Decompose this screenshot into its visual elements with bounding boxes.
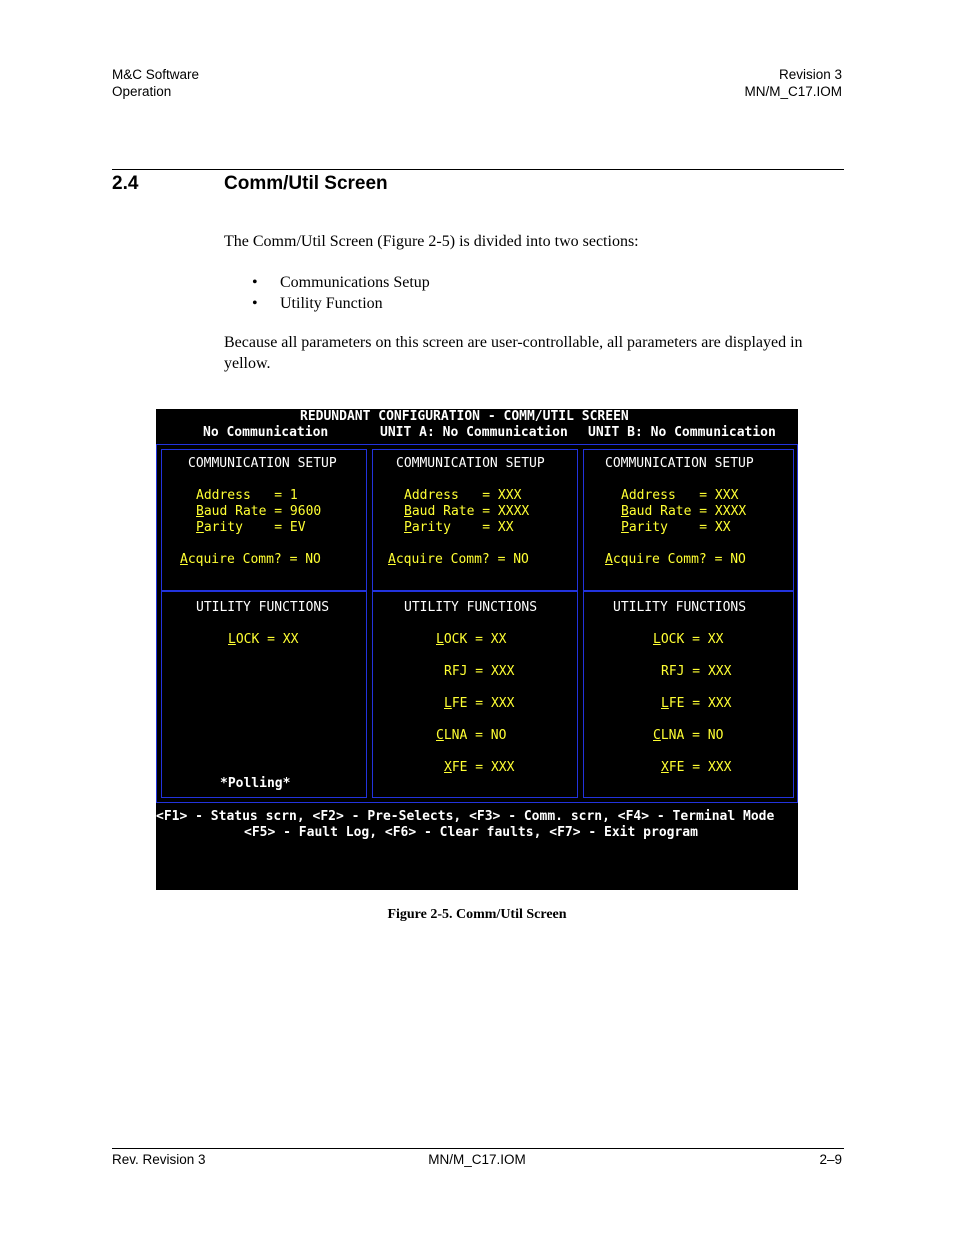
parity-field[interactable]: Parity = XX — [621, 520, 731, 535]
figure-caption: Figure 2-5. Comm/Util Screen — [387, 907, 567, 922]
footer-revision: Rev. Revision 3 — [112, 1152, 206, 1167]
acquire-comm-field[interactable]: Acquire Comm? = NO — [180, 552, 321, 567]
function-key-line-2: <F5> - Fault Log, <F6> - Clear faults, <F7> - Exit program — [244, 825, 698, 840]
lock-field[interactable]: LOCK = XX — [653, 632, 724, 647]
terminal-title: REDUNDANT CONFIGURATION - COMM/UTIL SCREEN — [300, 409, 629, 424]
section-title: Comm/Util Screen — [224, 173, 388, 194]
comm-setup-panel — [161, 449, 367, 591]
utility-heading: UTILITY FUNCTIONS — [196, 600, 330, 615]
header-left — [112, 66, 199, 100]
header-rule — [112, 169, 844, 170]
clna-field[interactable]: CLNA = NO — [653, 728, 724, 743]
lock-field[interactable]: LOCK = XX — [436, 632, 507, 647]
lfe-field[interactable]: LFE = XXX — [661, 696, 732, 711]
bullet-list — [252, 272, 430, 314]
bullet-text: Communications Setup — [280, 274, 430, 291]
terminal-grid — [156, 444, 798, 803]
parity-field[interactable]: Parity = EV — [196, 520, 306, 535]
header-revision: Revision 3 — [778, 67, 842, 82]
baud-rate-field[interactable]: Baud Rate = 9600 — [196, 504, 322, 519]
utility-heading: UTILITY FUNCTIONS — [404, 600, 538, 615]
clna-field[interactable]: CLNA = NO — [436, 728, 507, 743]
section-number: 2.4 — [112, 173, 139, 194]
parameters-paragraph: Because all parameters on this screen are user-controllable, all parameters are displayed in yellow. — [224, 334, 803, 372]
bullet-item — [252, 293, 430, 314]
header-chapter: M&C Software — [112, 67, 200, 82]
footer-doc-number: MN/M_C17.IOM — [428, 1152, 526, 1167]
polling-indicator: *Polling* — [220, 776, 291, 791]
header-doc-number: MN/M_C17.IOM — [744, 84, 842, 99]
footer-rule — [112, 1148, 844, 1149]
header-subchapter: Operation — [112, 84, 172, 99]
bullet-dot: • — [252, 295, 258, 312]
comm-heading: COMMUNICATION SETUP — [396, 456, 545, 471]
baud-rate-field[interactable]: Baud Rate = XXXX — [404, 504, 530, 519]
comm-heading: COMMUNICATION SETUP — [605, 456, 754, 471]
bullet-text: Utility Function — [280, 295, 383, 312]
comm-setup-panel — [372, 449, 578, 591]
header-right — [744, 66, 842, 100]
parity-field[interactable]: Parity = XX — [404, 520, 514, 535]
lfe-field[interactable]: LFE = XXX — [444, 696, 515, 711]
utility-heading: UTILITY FUNCTIONS — [613, 600, 747, 615]
status-unit-b: UNIT B: No Communication — [588, 425, 776, 440]
bullet-item — [252, 272, 430, 293]
lock-field[interactable]: LOCK = XX — [228, 632, 299, 647]
address-field[interactable]: Address = 1 — [196, 488, 298, 503]
rfj-field[interactable]: RFJ = XXX — [444, 664, 515, 679]
footer-page-number: 2–9 — [819, 1152, 842, 1167]
utility-functions-panel — [583, 591, 794, 798]
rfj-field[interactable]: RFJ = XXX — [661, 664, 732, 679]
status-unit-a: UNIT A: No Communication — [380, 425, 568, 440]
acquire-comm-field[interactable]: Acquire Comm? = NO — [605, 552, 746, 567]
baud-rate-field[interactable]: Baud Rate = XXXX — [621, 504, 747, 519]
acquire-comm-field[interactable]: Acquire Comm? = NO — [388, 552, 529, 567]
xfe-field[interactable]: XFE = XXX — [444, 760, 515, 775]
address-field[interactable]: Address = XXX — [621, 488, 739, 503]
utility-functions-panel — [161, 591, 367, 798]
comm-setup-panel — [583, 449, 794, 591]
bullet-dot: • — [252, 274, 258, 291]
function-key-line-1: <F1> - Status scrn, <F2> - Pre-Selects, <F3> - Comm. scrn, <F4> - Terminal Mode — [156, 809, 775, 824]
status-main: No Communication — [203, 425, 329, 440]
comm-heading: COMMUNICATION SETUP — [188, 456, 337, 471]
address-field[interactable]: Address = XXX — [404, 488, 522, 503]
xfe-field[interactable]: XFE = XXX — [661, 760, 732, 775]
terminal-screen — [156, 409, 798, 890]
intro-paragraph: The Comm/Util Screen (Figure 2-5) is divided into two sections: — [224, 233, 639, 250]
utility-functions-panel — [372, 591, 578, 798]
